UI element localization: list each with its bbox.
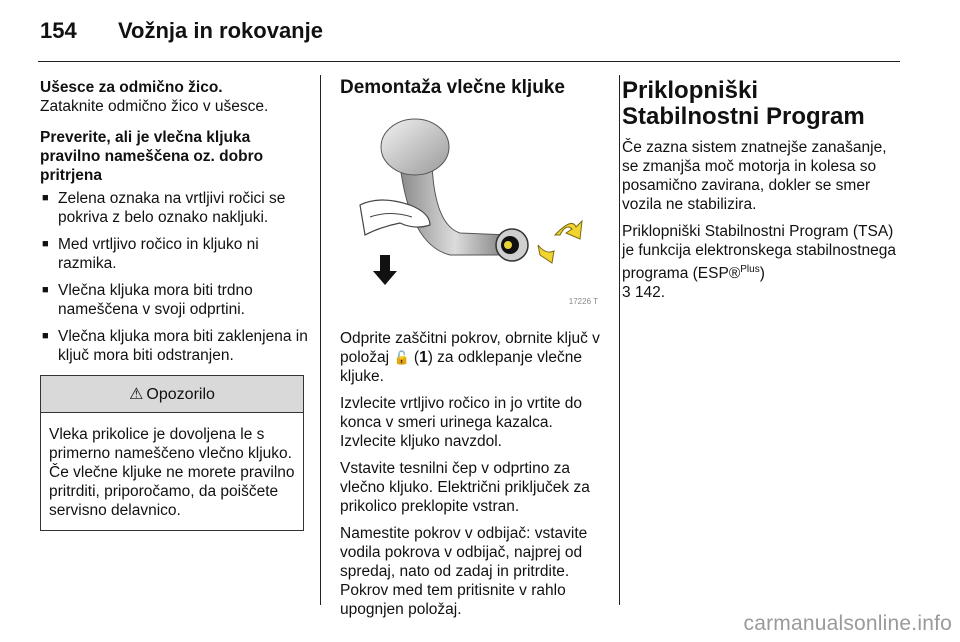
bullet-icon: ■ [42, 192, 49, 204]
step-paragraph: Izvlecite vrtljivo ročico in jo vrtite do konca v smeri urinega kazalca. Izvlecite kljuko navzdol. [340, 395, 583, 450]
column-left [40, 78, 308, 531]
step-paragraph: Namestite pokrov v odbijač: vstavite vodila pokrova v odbijač, najprej od spredaj, nato od zadaj in pritrdite. Pokrov med tem pritisnite v rahlo upognjen položaj. [340, 525, 588, 618]
removal-heading: Demontaža vlečne kljuke [340, 77, 565, 98]
bullet-icon: ■ [42, 238, 49, 250]
warning-icon: ⚠ [129, 385, 144, 403]
step-paragraph: Odprite zaščitni pokrov, obrnite ključ v položaj 🔓 (1) za odklepanje vlečne kljuke. [340, 330, 600, 385]
loop-heading: Ušesce za odmično žico. [40, 79, 223, 96]
step-paragraph: Vstavite tesnilni čep v odprtino za vlečno kljuko. Električni priključek za prikolico preklopite vstran. [340, 460, 590, 515]
page-ref-icon: 3 [622, 284, 631, 302]
header-rule [38, 61, 900, 62]
warning-box [40, 375, 304, 531]
list-item: ■ Zelena oznaka na vrtljivi ročici se pokriva z belo oznako nakljuki. [42, 190, 286, 226]
page-header [40, 18, 323, 44]
warning-title: Opozorilo [146, 385, 215, 403]
list-item: ■ Vlečna kljuka mora biti zaklenjena in ključ mora biti odstranjen. [42, 328, 308, 364]
page-reference[interactable]: 142. [634, 284, 666, 302]
watermark: carmanualsonline.info [743, 612, 952, 635]
column-middle [340, 78, 602, 627]
bullet-icon: ■ [42, 330, 49, 342]
tow-hook-drawing [340, 105, 602, 315]
unlock-icon: 🔓 [393, 350, 410, 365]
figure-label: 17226 T [568, 297, 598, 306]
tsa-paragraph: Priklopniški Stabilnostni Program (TSA) je funkcija elektronskega stabilnostnega programa (ESP®$^{Plus}$) 3 142. [622, 223, 897, 302]
check-heading: Preverite, ali je vlečna kljuka pravilno nameščena oz. dobro pritrjena [40, 129, 264, 184]
column-divider-left [320, 75, 321, 605]
tsa-heading: Priklopniški Stabilnostni Program [622, 77, 865, 130]
column-right [622, 78, 902, 310]
check-list [40, 189, 308, 365]
tow-hook-illustration [340, 105, 602, 315]
column-divider-right [619, 75, 620, 605]
bullet-icon: ■ [42, 284, 49, 296]
tsa-paragraph: Če zazna sistem znatnejše zanašanje, se zmanjša moč motorja in kolesa so posamično zavirana, dokler se smer vozila ne stabilizira. [622, 139, 887, 213]
warning-text: Vleka prikolice je dovoljena le s primerno nameščeno vlečno kljuko. Če vlečne kljuke ne morete pravilno pritrditi, priporočamo, da poiščete servisno delavnico. [49, 426, 295, 519]
list-item: ■ Med vrtljivo ročico in kljuko ni razmika. [42, 236, 259, 272]
list-item: ■ Vlečna kljuka mora biti trdno nameščena v svoji odprtini. [42, 282, 253, 318]
page-title: Vožnja in rokovanje [118, 18, 323, 43]
page-number: 154 [40, 18, 77, 43]
warning-header [41, 376, 303, 413]
loop-paragraph: Zataknite odmično žico v ušesce. [40, 98, 269, 115]
